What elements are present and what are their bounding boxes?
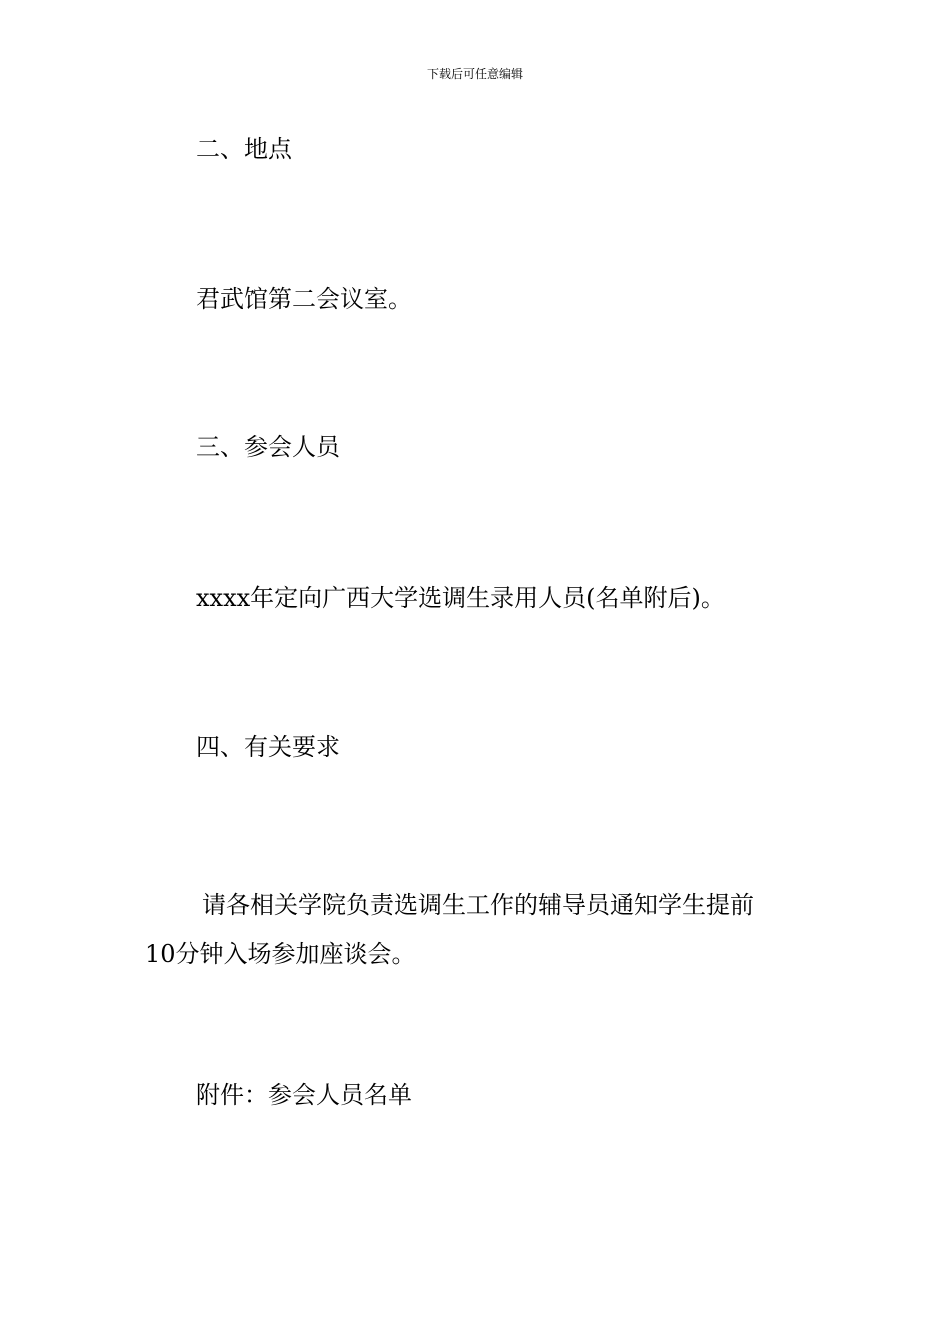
section-heading-location: 二、地点: [196, 135, 292, 163]
attachment-text: 附件：参会人员名单: [196, 1081, 412, 1109]
requirements-text-line2: 10分钟入场参加座谈会。: [145, 940, 416, 968]
requirements-text-line1: 请各相关学院负责选调生工作的辅导员通知学生提前: [202, 891, 754, 919]
section-heading-requirements: 四、有关要求: [196, 733, 340, 761]
requirements-paragraph: [145, 881, 825, 979]
attendees-text: xxxx年定向广西大学选调生录用人员(名单附后)。: [196, 584, 725, 612]
location-text: 君武馆第二会议室。: [196, 285, 412, 313]
page-header: 下载后可任意编辑: [426, 67, 523, 81]
section-heading-attendees: 三、参会人员: [196, 433, 340, 461]
